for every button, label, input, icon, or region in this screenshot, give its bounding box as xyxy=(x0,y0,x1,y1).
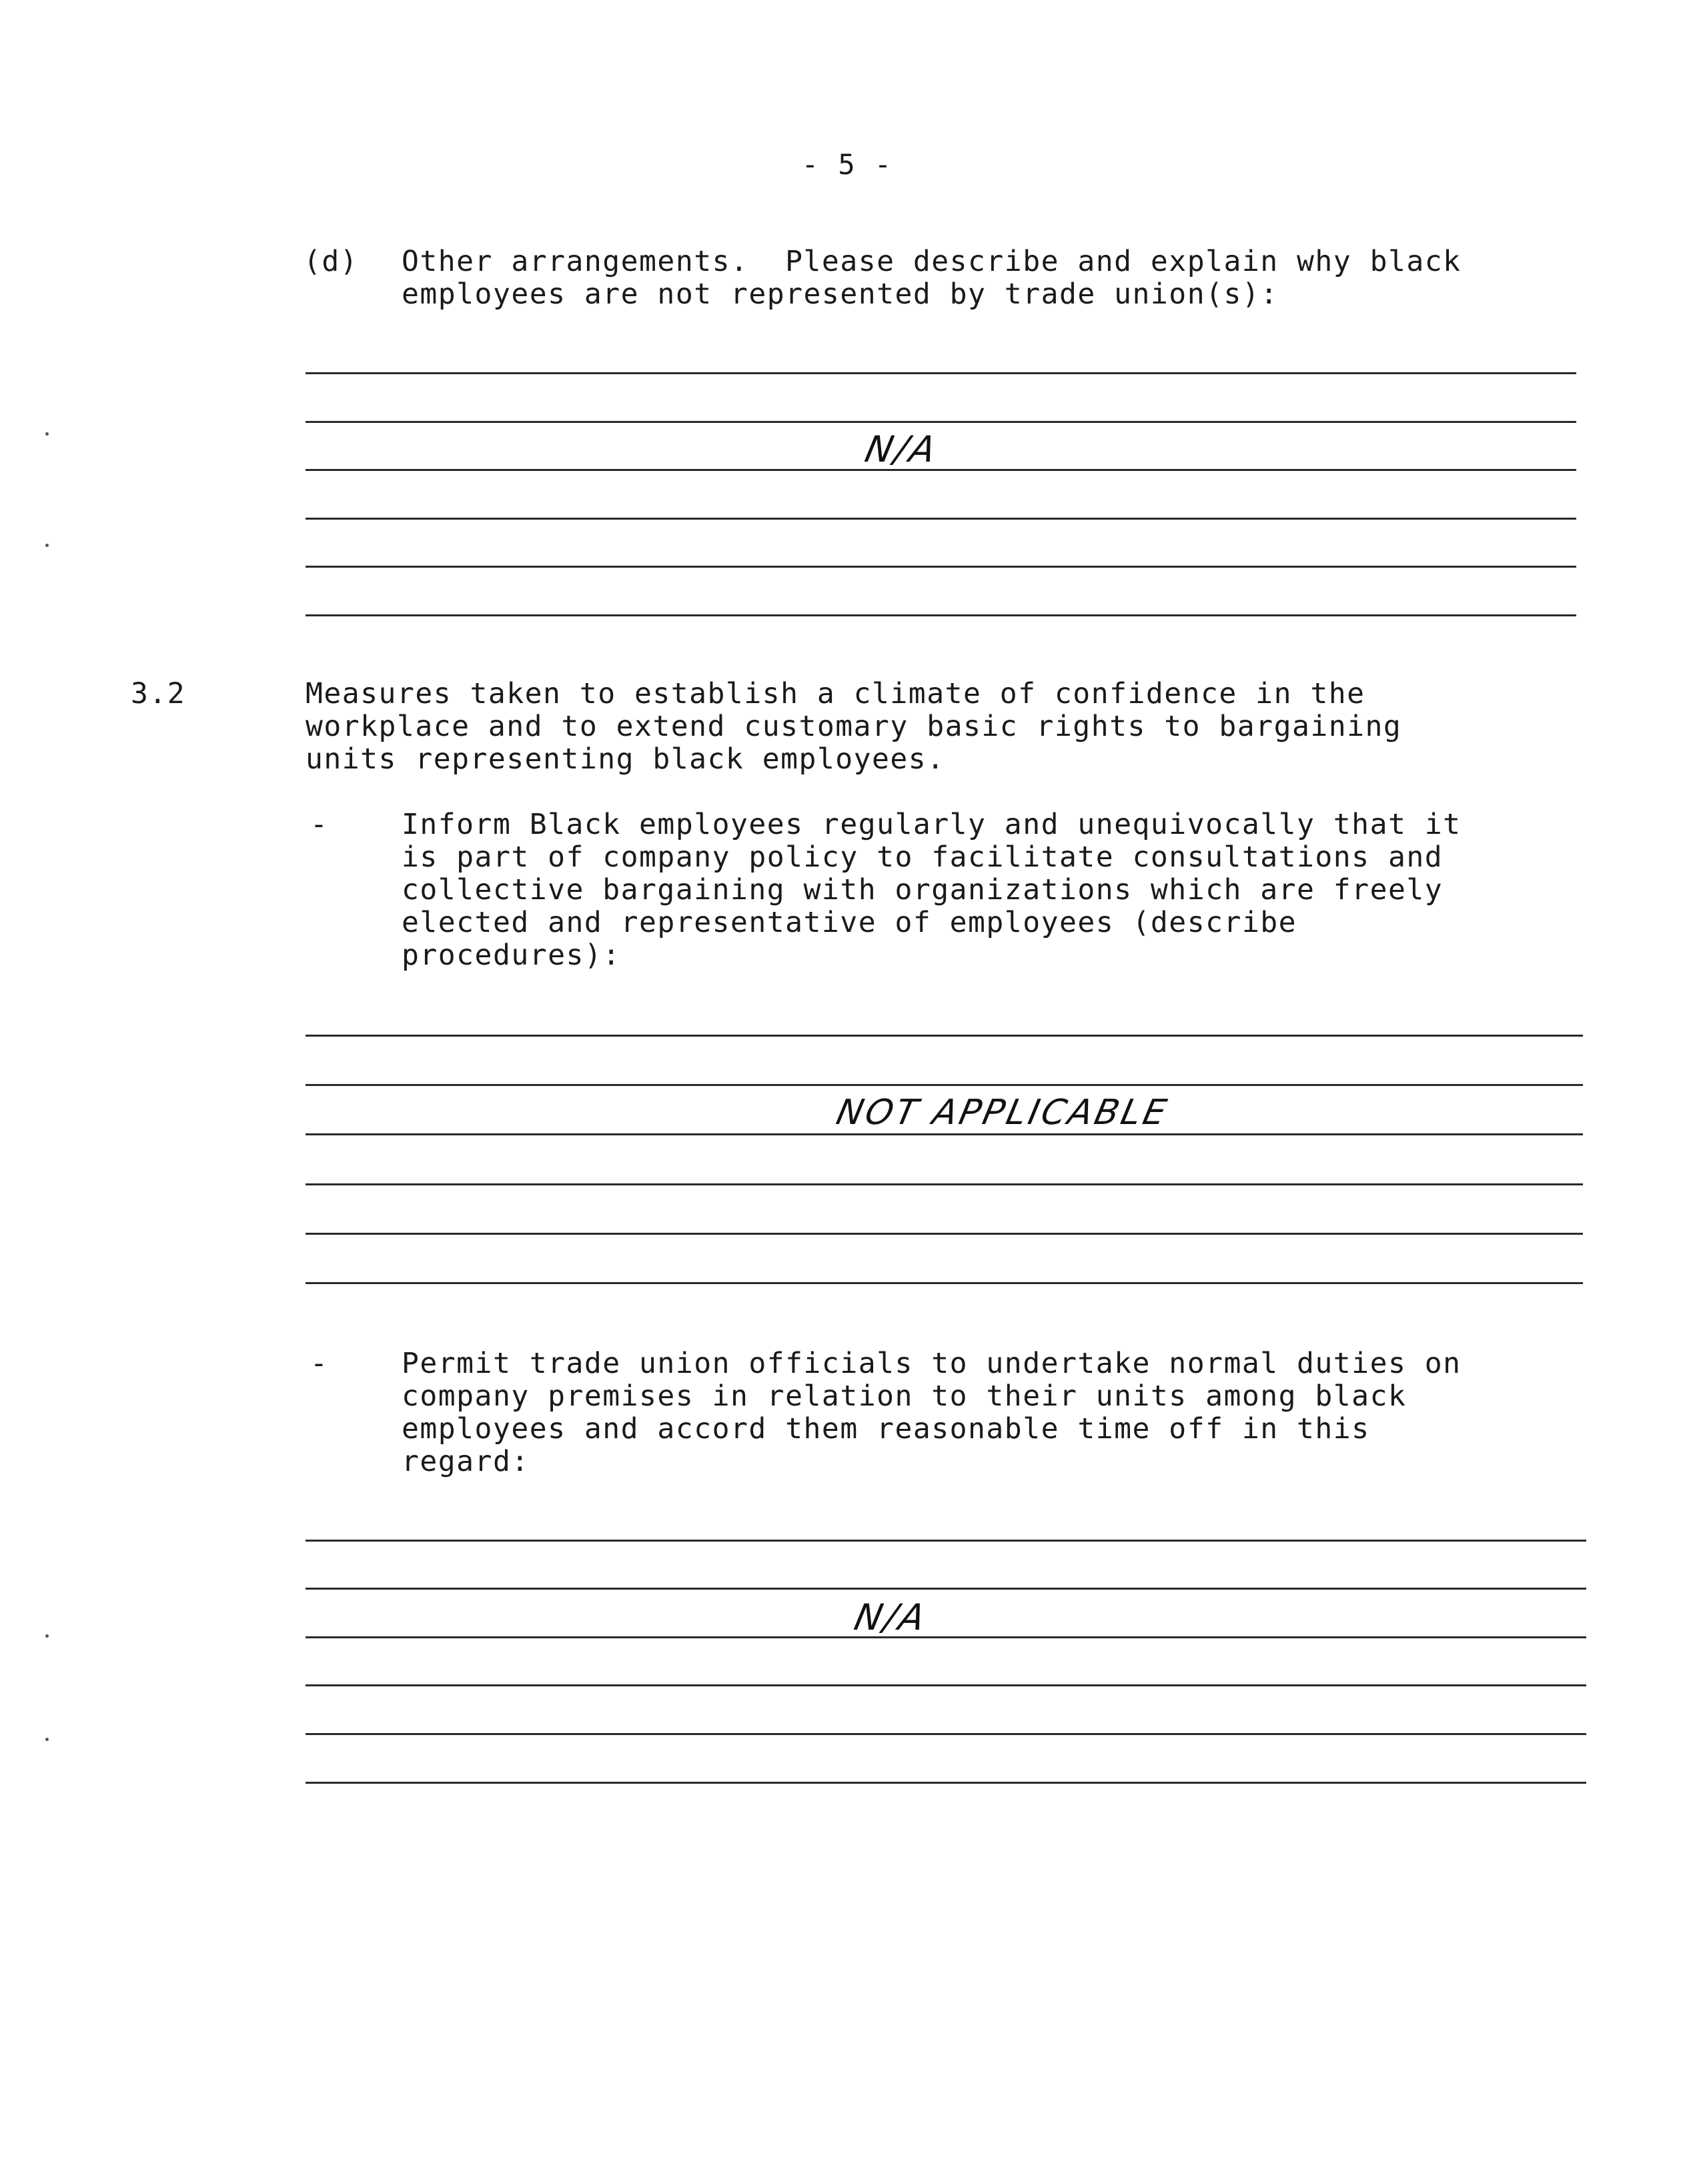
answer-line xyxy=(306,566,1576,568)
answer-line xyxy=(306,372,1576,374)
answer-line xyxy=(306,1282,1583,1284)
item-1-text: Inform Black employees regularly and unequivocally that it is part of company policy to facilitate consultations and collective bargaining with organizations which are freely elected and representative of employees (describe procedures): xyxy=(402,808,1462,972)
answer-line xyxy=(306,1133,1583,1135)
answer-line xyxy=(306,469,1576,471)
item-1-handwritten-answer: NOT APPLICABLE xyxy=(832,1093,1173,1133)
section-d-handwritten-answer: N/A xyxy=(861,428,943,470)
scan-speck xyxy=(45,1738,49,1741)
item-2-text: Permit trade union officials to undertake normal duties on company premises in relation to their units among black employees and accord them reasonable time off in this regard: xyxy=(402,1347,1462,1478)
section-d-text: Other arrangements. Please describe and explain why black employees are not represented by trade union(s): xyxy=(402,245,1462,311)
section-d-label: (d) xyxy=(304,245,359,278)
scan-speck xyxy=(45,1634,49,1638)
item-2-handwritten-answer: N/A xyxy=(851,1596,932,1638)
answer-line xyxy=(306,614,1576,616)
answer-line xyxy=(306,1084,1583,1086)
answer-line xyxy=(306,518,1576,520)
section-3-2-number: 3.2 xyxy=(131,677,186,710)
page-number: - 5 - xyxy=(801,148,893,181)
scan-speck xyxy=(45,544,49,547)
answer-line xyxy=(306,1183,1583,1185)
section-3-2-heading: Measures taken to establish a climate of confidence in the workplace and to extend customary basic rights to bargaining units representing black employees. xyxy=(306,677,1402,776)
answer-line xyxy=(306,1233,1583,1235)
answer-line xyxy=(306,1540,1586,1542)
answer-line xyxy=(306,1733,1586,1735)
item-2-bullet: - xyxy=(310,1347,329,1380)
answer-line xyxy=(306,1782,1586,1784)
answer-line xyxy=(306,1035,1583,1037)
answer-line xyxy=(306,1684,1586,1686)
answer-line xyxy=(306,1588,1586,1590)
answer-line xyxy=(306,421,1576,423)
item-1-bullet: - xyxy=(310,808,329,841)
scan-speck xyxy=(45,432,49,436)
answer-line xyxy=(306,1636,1586,1638)
